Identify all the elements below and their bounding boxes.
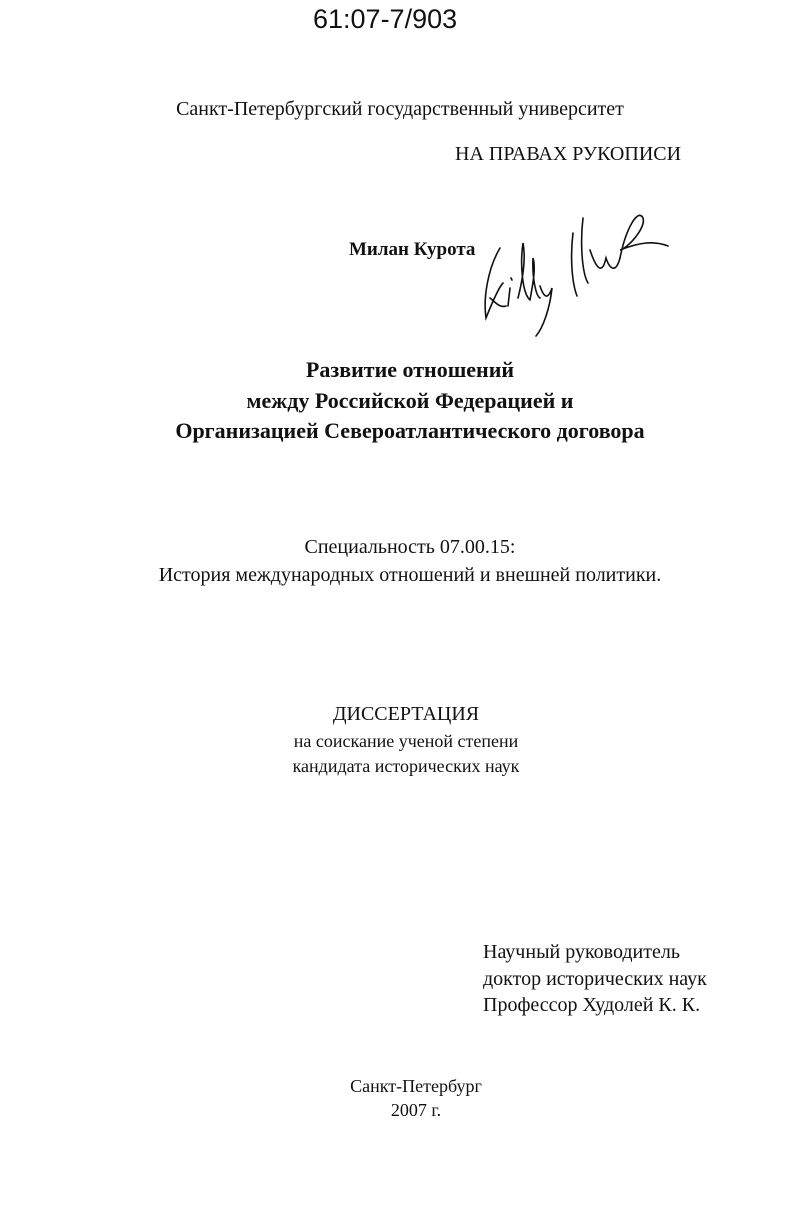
title-line-2: между Российской Федерацией и [246, 388, 574, 413]
manuscript-rights-notice: НА ПРАВАХ РУКОПИСИ [455, 143, 682, 165]
place: Санкт-Петербург [350, 1076, 482, 1096]
work-type-line-2: кандидата исторических наук [292, 756, 520, 776]
specialty-name: История международных отношений и внешней политики. [158, 564, 662, 586]
supervisor-degree: доктор исторических наук [483, 968, 707, 990]
work-type-label: ДИССЕРТАЦИЯ [332, 703, 480, 725]
supervisor-role: Научный руководитель [483, 941, 680, 963]
university-name: Санкт-Петербургский государственный университет [176, 98, 624, 120]
year: 2007 г. [390, 1100, 442, 1120]
title-line-1: Развитие отношений [305, 357, 515, 382]
specialty-code: Специальность 07.00.15: [304, 536, 516, 558]
title-line-3: Организацией Североатлантического договора [175, 418, 645, 443]
supervisor-name: Профессор Худолей К. К. [483, 994, 701, 1016]
author-name: Милан Курота [349, 239, 476, 260]
author-signature [478, 188, 673, 338]
archive-code: 61:07-7/903 [313, 4, 458, 34]
work-type-line-1: на соискание ученой степени [293, 731, 519, 751]
